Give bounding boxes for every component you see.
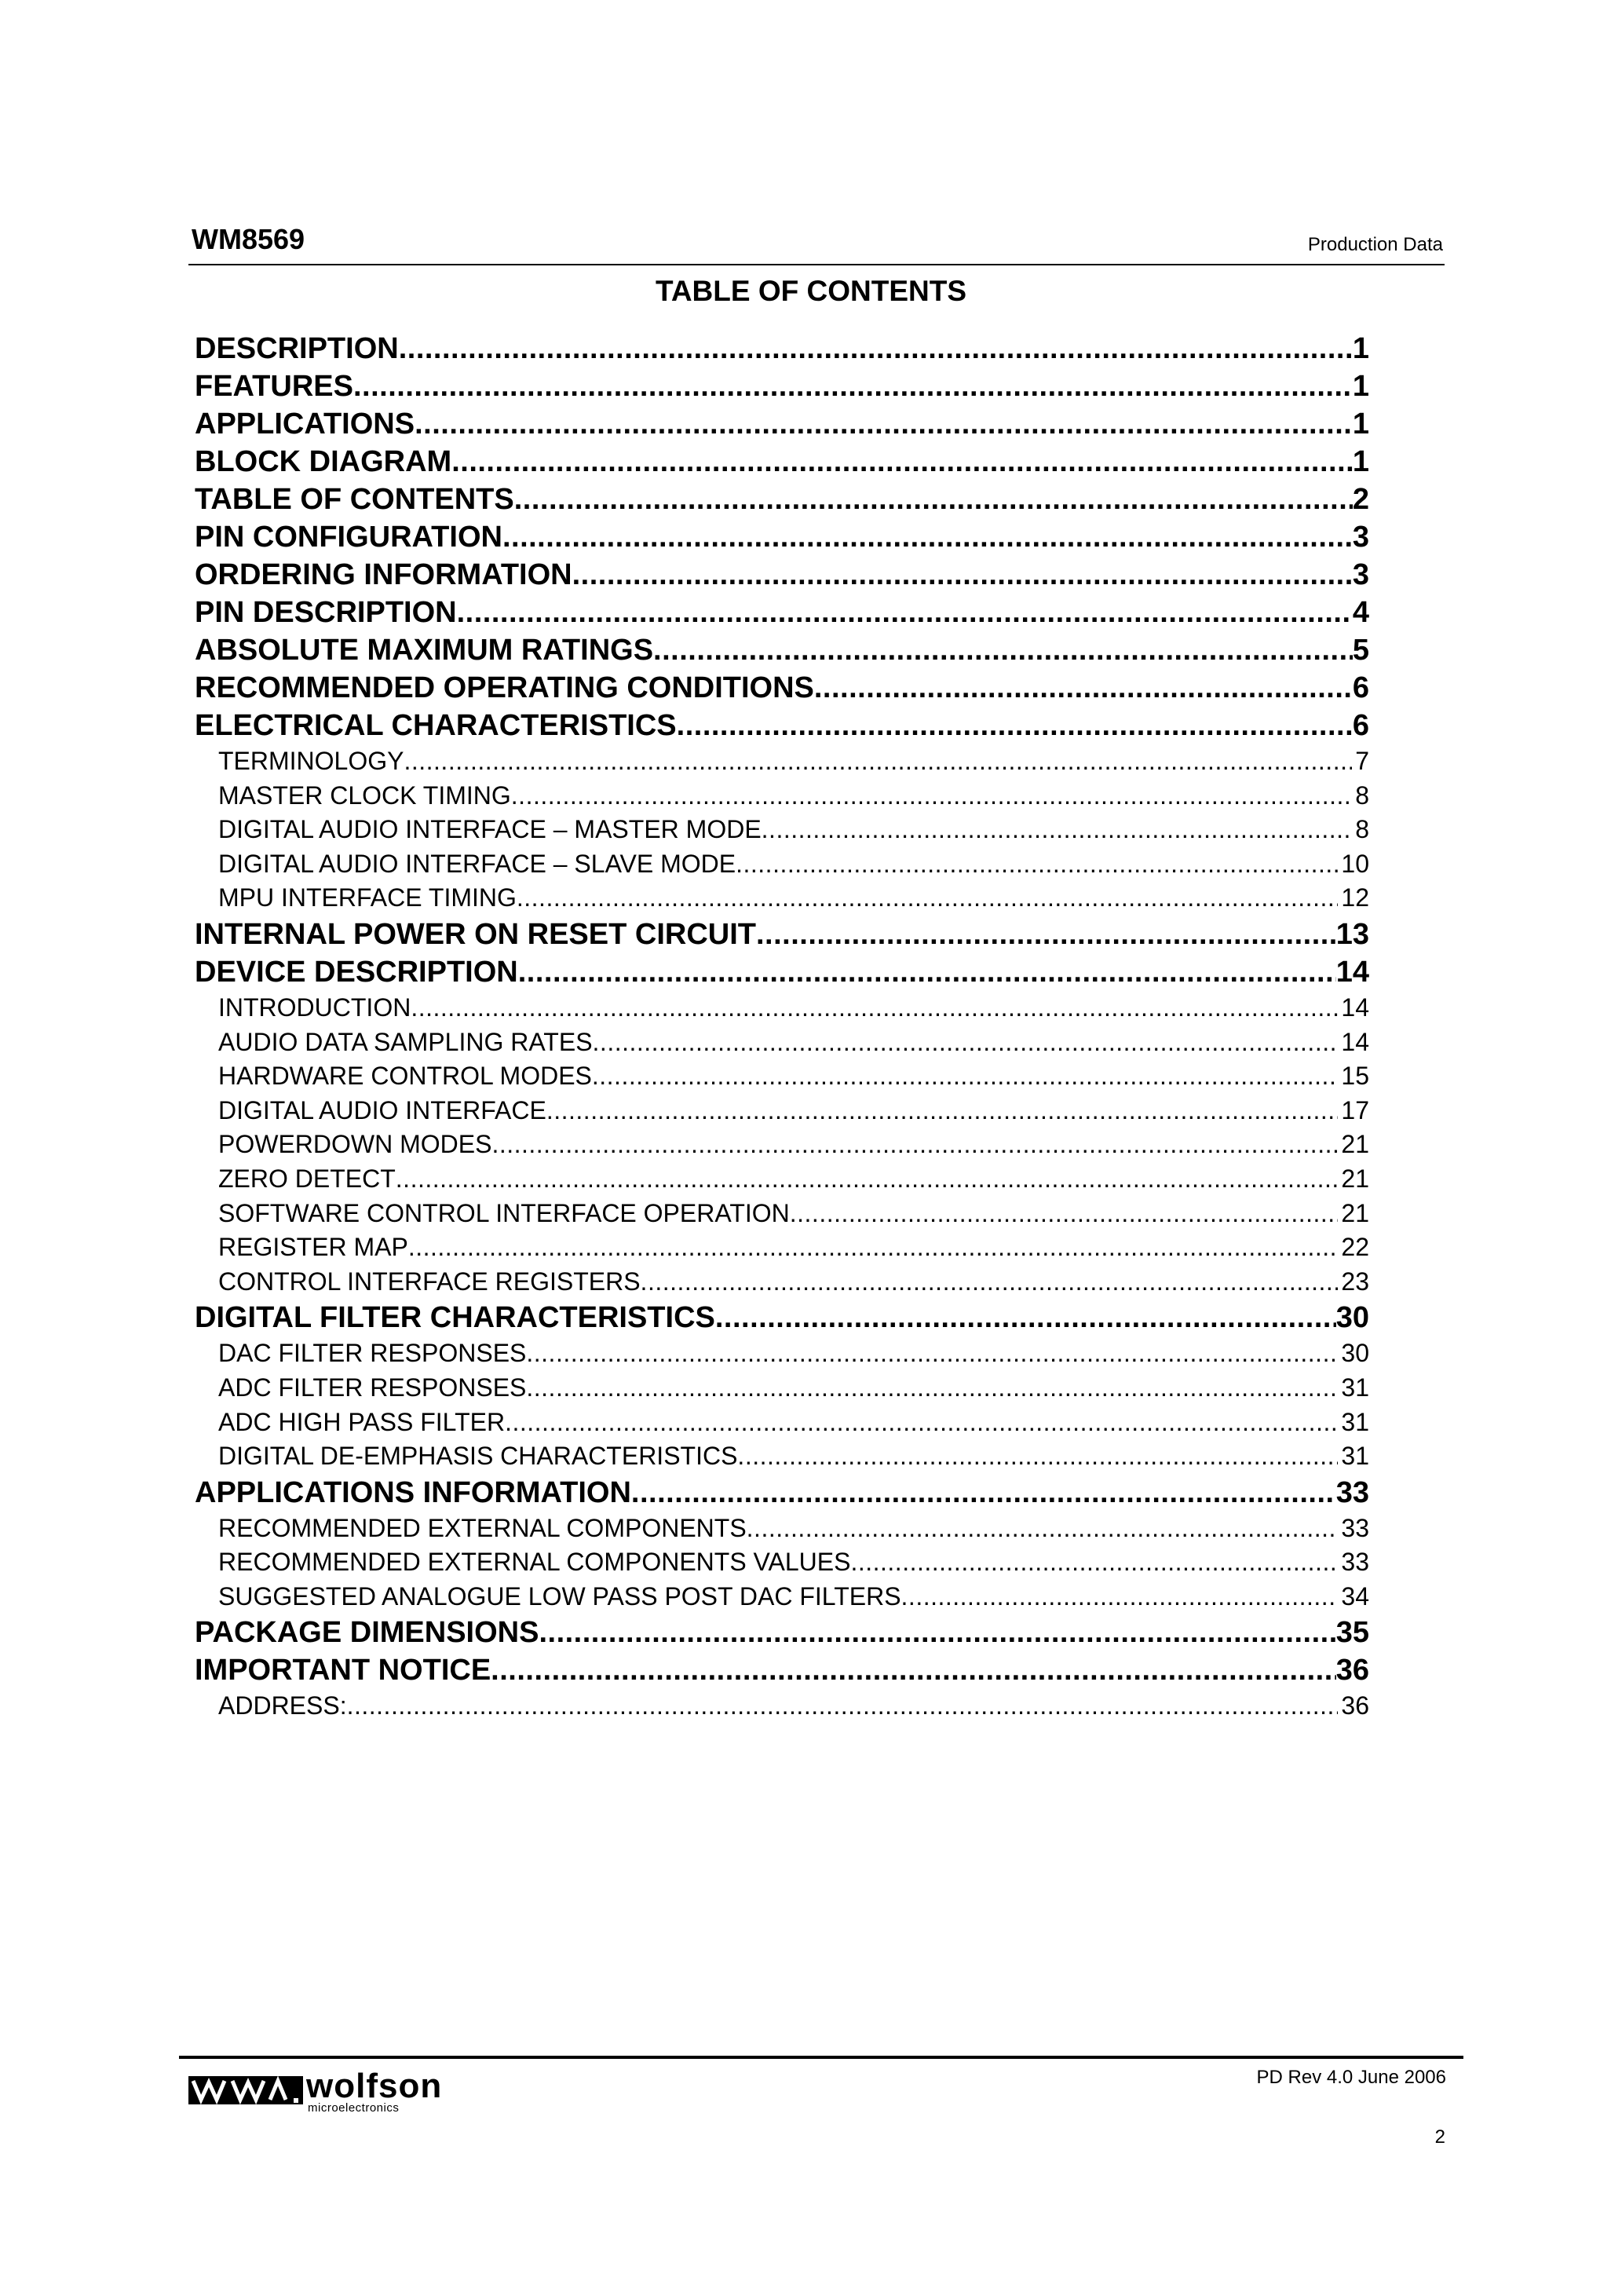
toc-dot-leader [901, 1580, 1339, 1614]
toc-entry-label: PIN DESCRIPTION [195, 596, 457, 629]
toc-subentry[interactable] [195, 847, 1369, 882]
wolfson-wave-icon [188, 2071, 303, 2109]
toc-dot-leader [572, 556, 1353, 594]
toc-entry-page: 33 [1341, 1513, 1369, 1542]
toc-dot-leader [399, 330, 1353, 367]
toc-entry-label: DEVICE DESCRIPTION [195, 955, 518, 989]
toc-dot-leader [850, 1545, 1338, 1580]
toc-dot-leader [737, 1439, 1338, 1474]
toc-entry[interactable] [195, 1614, 1369, 1651]
toc-dot-leader [526, 1336, 1338, 1371]
toc-entry-page: 21 [1341, 1130, 1369, 1159]
toc-entry[interactable] [195, 631, 1369, 669]
toc-entry-page: 3 [1352, 558, 1369, 591]
toc-entry-label: ZERO DETECT [218, 1164, 396, 1193]
toc-entry-label: ELECTRICAL CHARACTERISTICS [195, 709, 677, 742]
toc-dot-leader [756, 916, 1336, 953]
toc-dot-leader [505, 1406, 1338, 1440]
toc-entry-page: 1 [1352, 408, 1369, 441]
page-number: 2 [1434, 2126, 1445, 2148]
toc-entry-page: 14 [1335, 955, 1369, 989]
toc-entry-label: RECOMMENDED EXTERNAL COMPONENTS [218, 1513, 747, 1542]
toc-entry[interactable] [195, 481, 1369, 518]
toc-entry[interactable] [195, 1474, 1369, 1512]
toc-dot-leader [404, 744, 1352, 779]
toc-dot-leader [653, 631, 1353, 669]
toc-entry-page: 36 [1335, 1654, 1369, 1687]
toc-dot-leader [526, 1371, 1338, 1406]
toc-entry[interactable] [195, 518, 1369, 556]
toc-entry-page: 14 [1341, 993, 1369, 1022]
toc-dot-leader [715, 1299, 1336, 1336]
toc-dot-leader [353, 367, 1353, 405]
toc-subentry[interactable] [195, 813, 1369, 847]
toc-entry-page: 4 [1352, 596, 1369, 629]
document-status: Production Data [1307, 234, 1443, 255]
toc-entry-label: SUGGESTED ANALOGUE LOW PASS POST DAC FILTERS [218, 1581, 901, 1610]
toc-entry-page: 34 [1341, 1581, 1369, 1610]
toc-subentry[interactable] [195, 1265, 1369, 1300]
toc-subentry[interactable] [195, 1230, 1369, 1265]
toc-entry-page: 5 [1352, 634, 1369, 667]
toc-entry-label: POWERDOWN MODES [218, 1130, 492, 1159]
toc-dot-leader [415, 405, 1353, 443]
toc-entry-label: DIGITAL FILTER CHARACTERISTICS [195, 1301, 715, 1335]
toc-dot-leader [408, 1230, 1339, 1265]
toc-dot-leader [517, 881, 1339, 916]
wolfson-logo [188, 2067, 455, 2115]
toc-dot-leader [457, 594, 1353, 631]
toc-entry-page: 1 [1352, 370, 1369, 403]
toc-dot-leader [641, 1265, 1339, 1300]
toc-entry[interactable] [195, 367, 1369, 405]
toc-entry-label: ABSOLUTE MAXIMUM RATINGS [195, 634, 654, 667]
toc-entry-label: ADC HIGH PASS FILTER [218, 1407, 506, 1436]
toc-entry-label: PACKAGE DIMENSIONS [195, 1616, 539, 1650]
logo-subtitle: microelectronics [308, 2101, 400, 2115]
toc-entry[interactable] [195, 330, 1369, 367]
toc-entry-page: 21 [1341, 1198, 1369, 1227]
toc-subentry[interactable] [195, 1439, 1369, 1474]
toc-entry-page: 15 [1341, 1062, 1369, 1091]
toc-entry[interactable] [195, 443, 1369, 481]
toc-entry-label: RECOMMENDED EXTERNAL COMPONENTS VALUES [218, 1548, 851, 1577]
toc-entry-label: TABLE OF CONTENTS [195, 483, 514, 516]
toc-dot-leader [814, 669, 1353, 707]
toc-entry-label: INTRODUCTION [218, 993, 411, 1022]
toc-dot-leader [592, 1059, 1339, 1094]
toc-title: TABLE OF CONTENTS [655, 275, 966, 307]
toc-entry-page: 30 [1341, 1339, 1369, 1368]
toc-subentry[interactable] [195, 1059, 1369, 1094]
toc-entry-label: DESCRIPTION [195, 332, 399, 365]
toc-subentry[interactable] [195, 991, 1369, 1026]
toc-entry-label: AUDIO DATA SAMPLING RATES [218, 1027, 593, 1056]
toc-dot-leader [347, 1689, 1339, 1724]
toc-entry-page: 17 [1341, 1095, 1369, 1124]
page-header [188, 223, 1445, 265]
toc-dot-leader [491, 1128, 1338, 1162]
toc-subentry[interactable] [195, 1197, 1369, 1231]
toc-entry-label: MASTER CLOCK TIMING [218, 781, 511, 810]
toc-dot-leader [736, 847, 1338, 882]
toc-subentry[interactable] [195, 881, 1369, 916]
toc-entry-page: 1 [1352, 445, 1369, 478]
toc-entry-page: 6 [1352, 671, 1369, 704]
toc-entry[interactable] [195, 405, 1369, 443]
toc-entry-page: 22 [1341, 1233, 1369, 1262]
toc-subentry[interactable] [195, 1336, 1369, 1371]
toc-dot-leader [790, 1197, 1339, 1231]
toc-dot-leader [677, 707, 1353, 744]
toc-dot-leader [593, 1026, 1339, 1060]
toc-entry-page: 6 [1352, 709, 1369, 742]
toc-dot-leader [451, 443, 1353, 481]
toc-entry-page: 8 [1355, 815, 1369, 844]
revision-info: PD Rev 4.0 June 2006 [1256, 2067, 1446, 2088]
toc-subentry[interactable] [195, 1512, 1369, 1546]
toc-entry[interactable] [195, 916, 1369, 953]
toc-entry-page: 33 [1341, 1548, 1369, 1577]
toc-entry-label: DAC FILTER RESPONSES [218, 1339, 527, 1368]
toc-dot-leader [511, 779, 1352, 813]
toc-subentry[interactable] [195, 1026, 1369, 1060]
toc-entry-label: APPLICATIONS [195, 408, 415, 441]
toc-entry-label: DIGITAL AUDIO INTERFACE – SLAVE MODE [218, 849, 736, 878]
toc-entry-label: ORDERING INFORMATION [195, 558, 572, 591]
toc-entry[interactable] [195, 556, 1369, 594]
toc-subentry[interactable] [195, 1406, 1369, 1440]
toc-entry-page: 21 [1341, 1164, 1369, 1193]
toc-entry-page: 23 [1341, 1267, 1369, 1296]
toc-dot-leader [491, 1651, 1336, 1689]
toc-dot-leader [411, 991, 1338, 1026]
toc-subentry[interactable] [195, 1371, 1369, 1406]
toc-dot-leader [502, 518, 1353, 556]
toc-entry-page: 10 [1341, 849, 1369, 878]
toc-entry-label: RECOMMENDED OPERATING CONDITIONS [195, 671, 814, 704]
toc-entry[interactable] [195, 707, 1369, 744]
toc-dot-leader [546, 1094, 1339, 1128]
toc-entry-label: ADC FILTER RESPONSES [218, 1373, 527, 1402]
toc-entry-page: 36 [1341, 1691, 1369, 1720]
toc-entry-label: INTERNAL POWER ON RESET CIRCUIT [195, 917, 756, 951]
toc-entry-page: 35 [1335, 1616, 1369, 1650]
toc-entry[interactable] [195, 669, 1369, 707]
toc-dot-leader [747, 1512, 1339, 1546]
toc-entry-label: SOFTWARE CONTROL INTERFACE OPERATION [218, 1198, 790, 1227]
toc-subentry[interactable] [195, 1128, 1369, 1162]
toc-entry-label: MPU INTERFACE TIMING [218, 883, 517, 912]
toc-entry-label: DIGITAL DE-EMPHASIS CHARACTERISTICS [218, 1442, 738, 1471]
toc-subentry[interactable] [195, 1689, 1369, 1724]
toc-dot-leader [396, 1162, 1339, 1197]
toc-subentry[interactable] [195, 779, 1369, 813]
toc-entry-page: 31 [1341, 1373, 1369, 1402]
document-id: WM8569 [192, 223, 305, 255]
toc-entry-label: BLOCK DIAGRAM [195, 445, 452, 478]
toc-subentry[interactable] [195, 1545, 1369, 1580]
toc-entry-label: HARDWARE CONTROL MODES [218, 1062, 592, 1091]
toc-entry-label: TERMINOLOGY [218, 747, 404, 775]
toc-entry-page: 7 [1355, 747, 1369, 775]
toc-entry[interactable] [195, 1299, 1369, 1336]
toc-entry-page: 14 [1341, 1027, 1369, 1056]
table-of-contents [195, 330, 1369, 1724]
toc-subentry[interactable] [195, 1094, 1369, 1128]
toc-dot-leader [762, 813, 1353, 847]
toc-entry-page: 33 [1335, 1475, 1369, 1509]
toc-dot-leader [631, 1474, 1336, 1512]
toc-dot-leader [518, 953, 1336, 991]
toc-entry[interactable] [195, 953, 1369, 991]
toc-subentry[interactable] [195, 744, 1369, 779]
toc-entry-page: 31 [1341, 1442, 1369, 1471]
toc-entry-page: 3 [1352, 521, 1369, 554]
toc-entry-label: DIGITAL AUDIO INTERFACE – MASTER MODE [218, 815, 762, 844]
toc-entry-label: DIGITAL AUDIO INTERFACE [218, 1095, 546, 1124]
toc-entry-label: PIN CONFIGURATION [195, 521, 502, 554]
toc-subentry[interactable] [195, 1162, 1369, 1197]
footer-rule [179, 2056, 1463, 2059]
toc-dot-leader [514, 481, 1353, 518]
toc-entry-label: ADDRESS: [218, 1691, 347, 1720]
toc-entry[interactable] [195, 594, 1369, 631]
toc-entry-page: 2 [1352, 483, 1369, 516]
toc-entry-label: APPLICATIONS INFORMATION [195, 1475, 631, 1509]
toc-entry-label: REGISTER MAP [218, 1233, 408, 1262]
logo-wordmark: wolfson [306, 2067, 443, 2105]
toc-entry-label: CONTROL INTERFACE REGISTERS [218, 1267, 641, 1296]
toc-entry-page: 31 [1341, 1407, 1369, 1436]
toc-subentry[interactable] [195, 1580, 1369, 1614]
toc-entry-label: IMPORTANT NOTICE [195, 1654, 491, 1687]
toc-entry-page: 1 [1352, 332, 1369, 365]
toc-entry[interactable] [195, 1651, 1369, 1689]
toc-dot-leader [539, 1614, 1335, 1651]
toc-entry-page: 13 [1335, 917, 1369, 951]
toc-entry-page: 8 [1355, 781, 1369, 810]
toc-entry-page: 12 [1341, 883, 1369, 912]
toc-entry-page: 30 [1335, 1301, 1369, 1335]
toc-entry-label: FEATURES [195, 370, 353, 403]
